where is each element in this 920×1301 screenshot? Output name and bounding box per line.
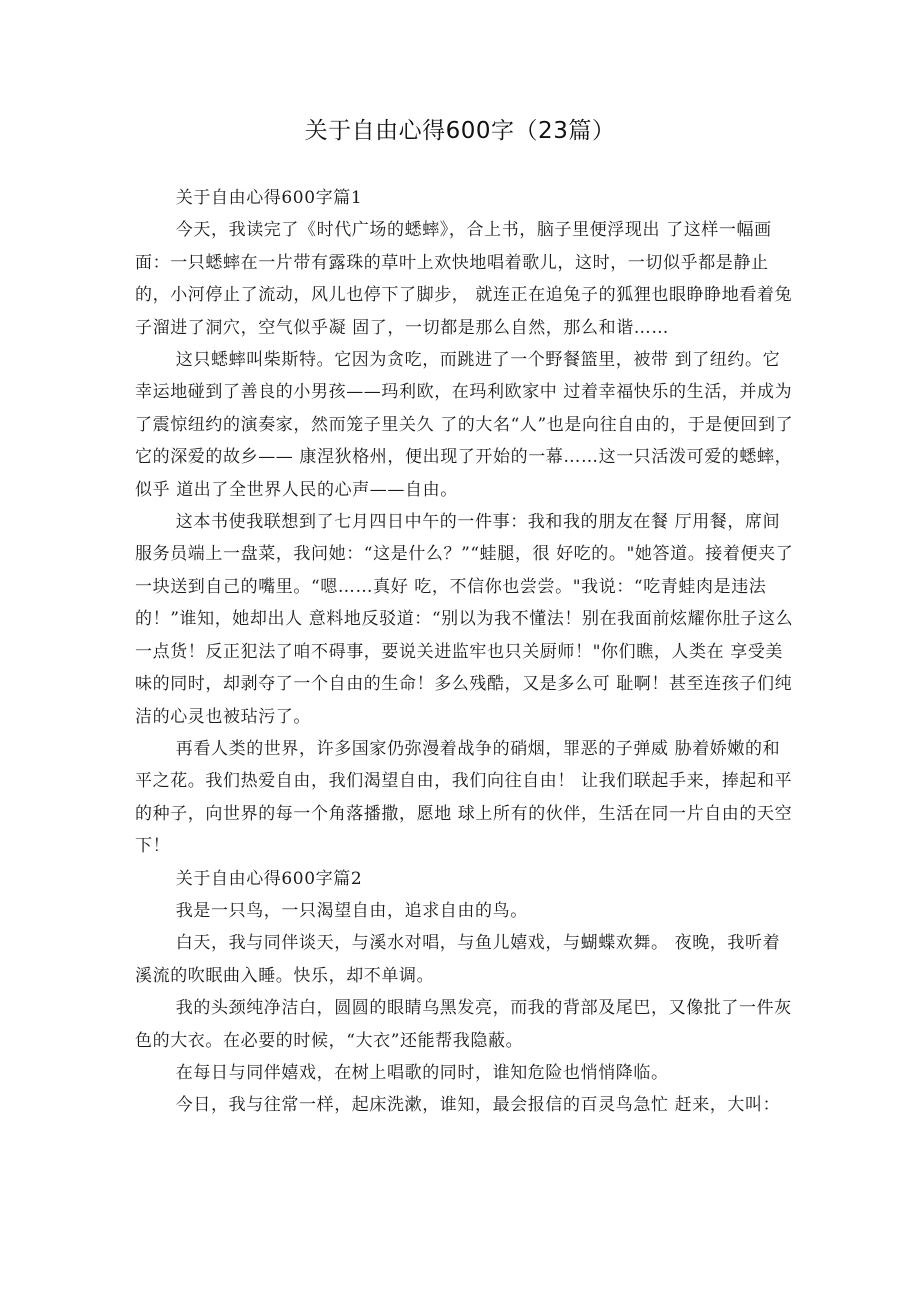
paragraph: 这只蟋蟀叫柴斯特。它因为贪吃，而跳进了一个野餐篮里，被带 到了纽约。它幸运地碰到了善良的小男孩——玛利欧，在玛利欧家中 过着幸福快乐的生活，并成为了震惊纽约的演奏家，然而笼子里关久 了的大名“人”也是向往自由的，于是便回到了它的深爱的故乡—— 康涅狄格州，便出现了开始的一幕……这一只活泼可爱的蟋蟀，似乎 道出了全世界人民的心声——自由。	[135, 350, 794, 500]
document-title: 关于自由心得600字（23篇）	[304, 118, 616, 144]
paragraph: 白天，我与同伴谈天，与溪水对唱，与鱼儿嬉戏，与蝴蝶欢舞。 夜晚，我听着溪流的吹眠曲入睡。快乐，却不单调。	[135, 933, 781, 986]
section-heading: 关于自由心得600字篇1	[175, 188, 363, 208]
paragraph: 再看人类的世界，许多国家仍弥漫着战争的硝烟，罪恶的子弹威 胁着娇嫩的和平之花。我们热爱自由，我们渴望自由，我们向往自由！ 让我们联起手来，捧起和平的种子，向世界的每一个角落播撒，愿地 球上所有的伙伴，生活在同一片自由的天空下！	[135, 738, 793, 857]
paragraph: 今天，我读完了《时代广场的蟋蟀》，合上书，脑子里便浮现出 了这样一幅画面：一只蟋蟀在一片带有露珠的草叶上欢快地唱着歌儿，这时，一切似乎都是静止的，小河停止了流动，风儿也停下了脚步， 就连正在追兔子的狐狸也眼睁睁地看着兔子溜进了洞穴，空气似乎凝 固了，一切都是那么自然，那么和谐……	[135, 220, 793, 338]
section-heading: 关于自由心得600字篇2	[175, 868, 363, 889]
paragraph: 在每日与同伴嬉戏，在树上唱歌的同时，谁知危险也悄悄降临。	[175, 1062, 669, 1083]
paragraph: 这本书使我联想到了七月四日中午的一件事：我和我的朋友在餐 厅用餐，席间服务员端上一盘菜，我问她：“这是什么？”“蛙腿，很 好吃的。"她答道。接着便夹了一块送到自己的嘴里。“嗯……真好 吃，不信你也尝尝。"我说：“吃青蛙肉是违法的！”谁知，她却出人 意料地反驳道：“别以为我不懂法！别在我面前炫耀你肚子这么一点货！反正犯法了咱不碍事，要说关进监牢也只关厨师！"你们瞧，人类在 享受美味的同时，却剥夺了一个自由的生命！多么残酷，又是多么可 耻啊！甚至连孩子们纯洁的心灵也被玷污了。	[135, 512, 794, 727]
paragraph: 我是一只鸟，一只渴望自由，追求自由的鸟。	[175, 900, 528, 921]
paragraph: 我的头颈纯净洁白，圆圆的眼睛乌黑发亮，而我的背部及尾巴，又像批了一件灰色的大衣。在必要的时候，“大衣”还能帮我隐蔽。	[135, 998, 792, 1051]
document-body	[135, 182, 795, 1122]
paragraph: 今日，我与往常一样，起床洗漱，谁知，最会报信的百灵鸟急忙 赶来，大叫：	[175, 1095, 781, 1116]
